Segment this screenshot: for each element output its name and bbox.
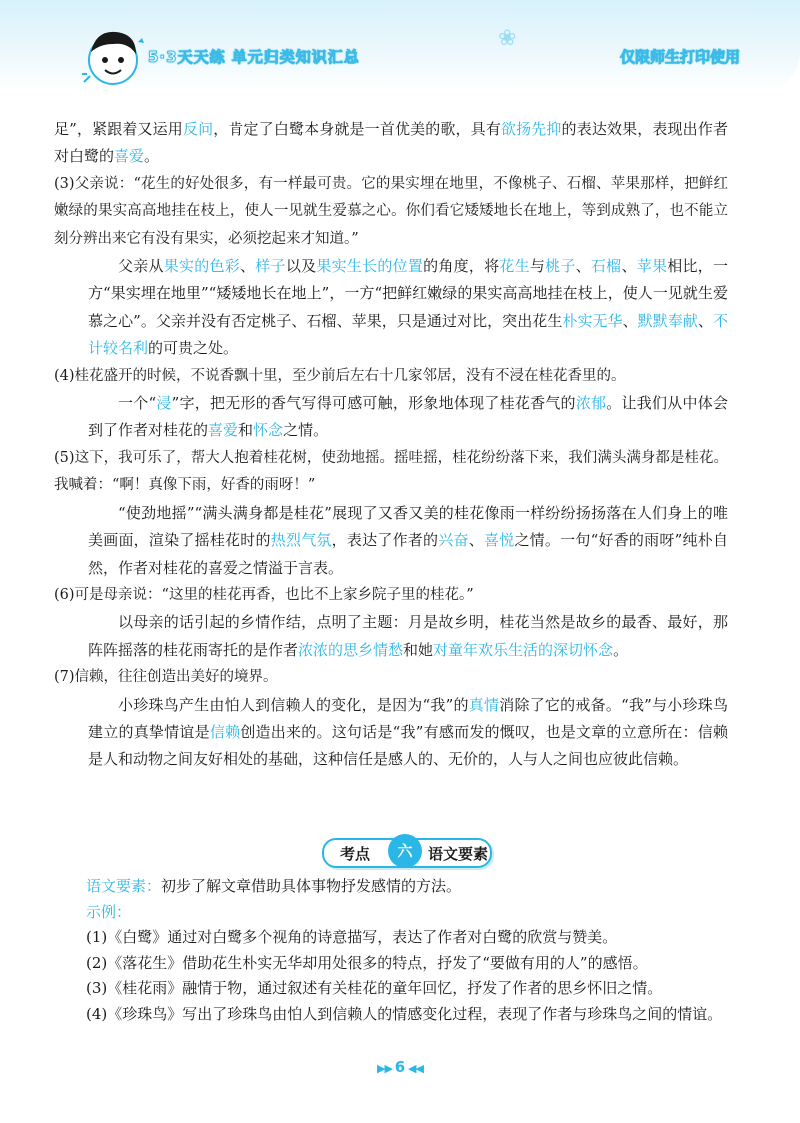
item-number: (3) (54, 175, 75, 192)
text-segment: 、 (622, 311, 638, 330)
quote-4 (54, 363, 728, 390)
example-item: (3)《桂花雨》融情于物，通过叙述有关桂花的童年回忆，抒发了作者的思乡怀旧之情。 (86, 979, 663, 998)
highlight-term: 桃子 (545, 257, 576, 276)
highlight-term: 欲扬先抑 (500, 120, 562, 138)
highlight-term: 喜爱 (208, 421, 239, 440)
elements-label: 语文要素： (86, 877, 162, 895)
cartoon-boy-icon (78, 22, 148, 92)
text-segment: 以及 (285, 257, 317, 276)
quote-5 (54, 445, 728, 500)
banner-label-left: 考点 (340, 845, 371, 863)
text-segment: ，肯定了白鹭本身就是一首优美的歌，具有 (213, 120, 501, 138)
analysis-3 (88, 253, 728, 363)
text-segment: 消除了它的戒备。“我”与小珍珠鸟建立的真挚情谊是 (88, 695, 728, 741)
main-content (54, 116, 728, 774)
example-item: (1)《白鹭》通过对白鹭多个视角的诗意描写，表达了作者对白鹭的欣赏与赞美。 (86, 928, 618, 947)
text-segment: 和她 (403, 640, 434, 659)
item-number: (6) (54, 586, 75, 603)
highlight-term: 信赖 (209, 722, 241, 741)
usage-note: 仅限师生打印使用 (619, 48, 740, 66)
highlight-term: 真情 (468, 695, 500, 714)
language-elements (88, 874, 738, 1028)
highlight-term: 反问 (182, 120, 214, 138)
text-segment: 。 (613, 640, 629, 659)
text-segment: ，表达了作者的 (331, 531, 439, 550)
analysis-4 (88, 390, 728, 445)
highlight-term: 朴实无华 (562, 311, 623, 330)
text-segment: 之情。 (283, 421, 329, 440)
section-banner (322, 834, 488, 868)
highlight-term: 浸 (156, 394, 172, 413)
quote-text: 父亲说：“花生的好处很多，有一样最可贵。它的果实埋在地里，不像桃子、石榴、苹果那样，把鲜红嫩绿的果实高高地挂在枝上，使人一见就生爱慕之心。你们看它矮矮地长在地上，等到成熟了，也不能立刻分辨出来它有没有果实，必须挖起来才知道。” (54, 175, 728, 247)
text-segment: 与 (529, 257, 546, 276)
page-number: 6 (394, 1058, 406, 1076)
text-segment: ”字，把无形的香气写得可感可触，形象地体现了桂花香气的 (171, 394, 576, 413)
highlight-term: 兴奋 (438, 531, 469, 550)
left-arrow-icon: ▶▶ (377, 1062, 395, 1075)
text-segment: 和 (238, 421, 254, 440)
text-segment: 父亲从 (118, 257, 164, 276)
elements-text: 初步了解文章借助具体事物抒发感情的方法。 (161, 877, 462, 895)
text-segment: 一个“ (118, 394, 157, 413)
series-title: 5·3天天练 单元归类知识汇总 (148, 48, 360, 66)
example-item: (4)《珍珠鸟》写出了珍珠鸟由怕人到信赖人的情感变化过程，表现了作者与珍珠鸟之间的情谊。 (86, 1004, 723, 1023)
highlight-term: 浓浓的思乡情愁 (298, 640, 404, 659)
example-item: (2)《落花生》借助花生朴实无华却用处很多的特点，抒发了“要做有用的人”的感悟。 (86, 953, 648, 972)
banner-label-right: 语文要素 (428, 845, 489, 863)
item-number: (7) (54, 669, 75, 686)
highlight-term: 喜爱 (114, 147, 145, 166)
highlight-term: 果实的色彩 (163, 257, 241, 276)
text-segment: 的角度，将 (423, 257, 500, 276)
text-segment: 小珍珠鸟产生由怕人到信赖人的变化，是因为“我”的 (118, 695, 469, 714)
quote-7 (54, 664, 728, 691)
highlight-term: 对童年欢乐生活的深切怀念 (433, 640, 614, 659)
examples-label: 示例： (86, 902, 132, 921)
highlight-term: 苹果 (636, 257, 668, 276)
item-number: (5) (54, 449, 75, 466)
banner-number: 六 (388, 834, 422, 868)
quote-text: 可是母亲说：“这里的桂花再香，也比不上家乡院子里的桂花。” (74, 586, 474, 603)
text-segment: 。 (144, 147, 160, 166)
analysis-6 (88, 609, 728, 664)
highlight-term: 怀念 (253, 421, 284, 440)
analysis-7 (88, 692, 728, 774)
quote-text: 桂花盛开的时候，不说香飘十里，至少前后左右十几家邻居，没有不浸在桂花香里的。 (74, 367, 626, 384)
highlight-term: 不计较名利 (88, 311, 728, 358)
text-segment: 创造出来的。这句话是“我”有感而发的慨叹，也是文章的立意所在：信赖是人和动物之间友好相处的基础，这种信任是感人的、无价的，人与人之间也应彼此信赖。 (88, 722, 728, 769)
text-segment: 、 (240, 257, 256, 276)
item-number: (4) (54, 367, 75, 384)
highlight-term: 果实生长的位置 (316, 257, 424, 276)
quote-6 (54, 582, 728, 609)
text-segment: 、 (468, 531, 484, 550)
text-segment: “使劲地摇”“满头满身都是桂花”展现了又香又美的桂花像雨一样纷纷扬扬落在人们身上的唯美画面，渲染了摇桂花时的 (88, 503, 728, 550)
text-segment: 的表达效果，表现出作者对白鹭的 (54, 120, 728, 166)
text-segment: 、 (575, 257, 591, 276)
elements-intro (86, 874, 738, 900)
highlight-term: 喜悦 (483, 531, 515, 550)
text-segment: 、 (697, 311, 713, 330)
continued-analysis (54, 116, 728, 171)
highlight-term: 热烈气氛 (270, 531, 332, 550)
right-arrow-icon: ◀◀ (405, 1062, 423, 1075)
text-segment: 、 (621, 257, 637, 276)
quote-text: 这下，我可乐了，帮大人抱着桂花树，使劲地摇。摇哇摇，桂花纷纷落下来，我们满头满身都是桂花。我喊着：“啊！真像下雨，好香的雨呀！” (54, 449, 728, 494)
quote-text: 信赖，往往创造出美好的境界。 (74, 669, 278, 686)
quote-3 (54, 171, 728, 253)
text-segment: 。让我们从中体会到了作者对桂花的 (88, 394, 728, 440)
page-header (0, 0, 800, 100)
highlight-term: 石榴 (590, 257, 622, 276)
text-segment: 相比，一方“果实埋在地里”“矮矮地长在地上”，一方“把鲜红嫩绿的果实高高地挂在枝上，使人一见就生爱慕之心”。父亲并没有否定桃子、石榴、苹果，只是通过对比，突出花生 (88, 257, 728, 330)
text-segment: 的可贵之处。 (148, 339, 239, 358)
text-segment: 以母亲的话引起的乡情作结，点明了主题：月是故乡明，桂花当然是故乡的最香、最好，那阵阵摇落的桂花雨寄托的是作者 (88, 613, 728, 659)
text-segment: 足”，紧跟着又运用 (54, 120, 183, 138)
analysis-5 (88, 500, 728, 582)
page-footer (0, 1058, 800, 1076)
highlight-term: 浓郁 (575, 394, 607, 413)
highlight-term: 花生 (499, 257, 530, 276)
highlight-term: 样子 (255, 257, 286, 276)
text-segment: 之情。一句“好香的雨呀”纯朴自然，作者对桂花的喜爱之情溢于言表。 (88, 531, 728, 577)
snowflake-icon: ❀ (498, 26, 517, 51)
highlight-term: 默默奉献 (637, 311, 698, 330)
